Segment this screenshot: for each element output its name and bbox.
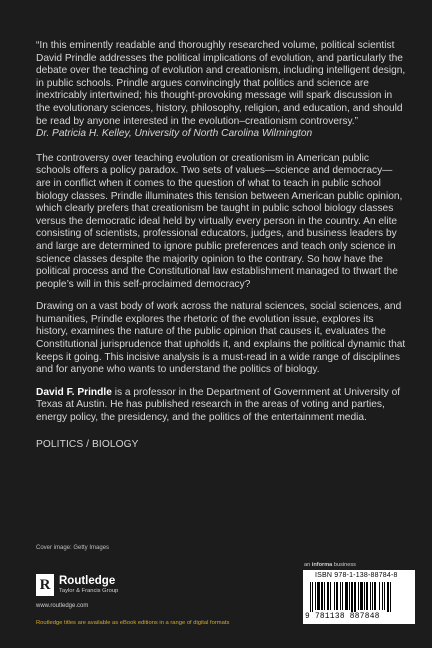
back-cover-text — [36, 40, 406, 450]
publisher-logo-text — [59, 575, 118, 595]
barcode-bar — [349, 582, 350, 610]
informa-business-label — [304, 562, 356, 568]
routledge-logo-icon: R — [36, 574, 54, 596]
isbn-barcode — [303, 570, 415, 624]
barcode-digits: 9 781138 887848 — [305, 613, 380, 621]
author-bio-text: is a professor in the Department of Government at University of Texas at Austin. He has published research in the areas of voting and parties, energy policy, the presidency, and the politics of the entertainment media. — [36, 386, 401, 424]
endorsement-quote — [36, 40, 406, 141]
barcode-bar — [351, 582, 353, 612]
barcode-bar — [372, 582, 373, 610]
publisher-name: Routledge — [59, 575, 116, 587]
barcode-bar — [336, 582, 338, 610]
barcode-bar — [342, 582, 343, 610]
barcode-bar — [330, 582, 331, 610]
publisher-logo — [36, 574, 118, 596]
author-name: David F. Prindle — [36, 386, 112, 398]
ebook-availability-note: Routledge titles are available as eBook editions in a range of digital formats — [36, 620, 230, 626]
quote-text: “In this eminently readable and thoroughly researched volume, political scientist David Prindle addresses the political implications of evolution, and particularly the debate over the teaching of evolution and creationism, including intelligent design, in public schools. Prindle argues convincingly that politics and science are inextricably intertwined; his thought-provoking message will spark discussion in the evolutionary sciences, history, philosophy, religion, and education, and should be read by anyone interested in the evolution–creationism controversy.” — [36, 40, 406, 127]
isbn-text: ISBN 978-1-138-88784-8 — [315, 572, 398, 579]
barcode-bar — [387, 582, 389, 612]
subject-category: POLITICS / BIOLOGY — [36, 438, 139, 450]
barcode-bar — [364, 582, 365, 610]
barcode-bar — [321, 582, 323, 610]
barcode-bar — [312, 582, 313, 612]
barcode-bar — [324, 582, 325, 610]
barcode-bar — [366, 582, 368, 610]
barcode-bar — [327, 582, 329, 610]
barcode-bars — [308, 582, 410, 612]
description-paragraph-2: Drawing on a vast body of work across the natural sciences, social sciences, and humanities, Prindle explores the rhetoric of the evolution issue, explores its history, examines the nature of the public opinion that causes it, evaluates the Constitutional jurisprudence that upholds it, and explains the political dynamic that keeps it going. This incisive analysis is a must-read in a wide range of disciplines and for anyone who wants to understand the politics of biology. — [36, 301, 406, 376]
barcode-bar — [317, 582, 320, 610]
barcode-bar — [345, 582, 348, 610]
barcode-bar — [379, 582, 380, 610]
barcode-bar — [340, 582, 341, 610]
description-paragraph-1: The controversy over teaching evolution or creationism in American public schools offers a policy paradox. Two sets of values—science and democracy—are in conflict when it comes to the question of what to teach in public school biology classes. Prindle illuminates this tension between American public opinion, which clearly prefers that creationism be taught in public school biology classes versus the democratic ideal held by virtually every person in the country. An elite consisting of scientists, professional educators, judges, and business leaders by and large are determined to ignore public preferences and teach only science in science classes despite the majority opinion to the contrary. So how have the political process and the Constitutional law establishment managed to thwart the people’s will in this self-proclaimed democracy? — [36, 152, 403, 290]
barcode-bar — [370, 582, 371, 610]
barcode-bar — [358, 582, 359, 610]
informa-prefix: an — [304, 562, 312, 568]
quote-attribution: Dr. Patricia H. Kelley, University of North Carolina Wilmington — [36, 128, 313, 140]
cover-credit: Cover image: Getty Images — [36, 545, 110, 551]
barcode-bar — [354, 582, 356, 612]
barcode-bar — [374, 582, 376, 610]
barcode-bar — [384, 582, 385, 610]
barcode-bar — [310, 582, 311, 612]
barcode-bar — [360, 582, 363, 610]
author-bio — [36, 387, 406, 425]
publisher-website: www.routledge.com — [36, 603, 89, 609]
barcode-bar — [315, 582, 316, 610]
publisher-group: Taylor & Francis Group — [59, 588, 119, 594]
informa-suffix: business — [332, 562, 356, 568]
barcode-bar — [390, 582, 391, 612]
barcode-bar — [382, 582, 383, 610]
informa-brand: informa — [311, 562, 333, 568]
barcode-bar — [334, 582, 335, 610]
